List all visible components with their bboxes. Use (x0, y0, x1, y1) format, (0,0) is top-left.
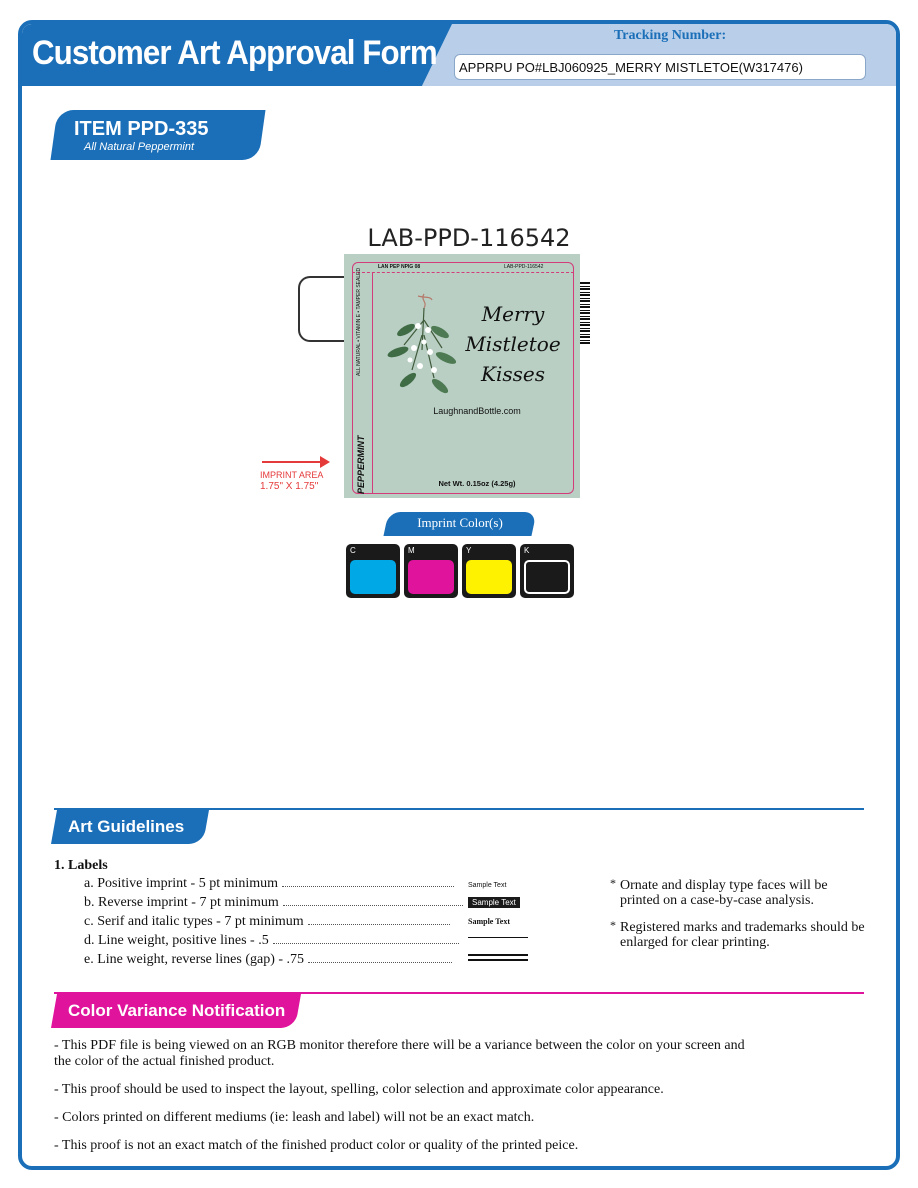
sample-reverse: Sample Text (468, 897, 520, 908)
label-website: LaughnandBottle.com (433, 406, 521, 416)
form-title: Customer Art Approval Form (32, 34, 437, 72)
rule-text: d. Line weight, positive lines - .5 (84, 933, 269, 948)
mistletoe-illustration (384, 290, 464, 400)
swatch-black (520, 544, 574, 598)
swatch-fill (408, 560, 454, 594)
swatch-fill (350, 560, 396, 594)
panel-divider (372, 272, 373, 494)
imprint-arrow (262, 461, 322, 463)
swatch-fill (466, 560, 512, 594)
label-flavor: PEPPERMINT (356, 435, 366, 494)
note-ornate-type (610, 878, 870, 908)
swatch-code: K (524, 546, 530, 555)
rule-text: c. Serif and italic types - 7 pt minimum (84, 914, 304, 929)
rule-reverse-imprint (84, 895, 463, 911)
item-subtitle: All Natural Peppermint (84, 141, 195, 153)
arrow-right-icon (320, 456, 330, 468)
art-guidelines-title: Art Guidelines (68, 817, 185, 836)
imprint-colors-label: Imprint Color(s) (417, 515, 503, 530)
greeting-line-2: Mistletoe (465, 332, 561, 356)
label-greeting (458, 299, 568, 389)
swatch-code: M (408, 546, 415, 555)
color-variance-title: Color Variance Notification (68, 1001, 286, 1020)
swatch-cyan (346, 544, 400, 598)
imprint-area-label: IMPRINT AREA (260, 470, 324, 480)
swatch-magenta (404, 544, 458, 598)
barcode (580, 282, 590, 344)
label-code-small: LAB-PPD-116542 (504, 264, 544, 270)
variance-item: - This proof should be used to inspect the layout, spelling, color selection and approximate color appearance. (54, 1082, 664, 1097)
swatch-code: Y (466, 546, 472, 555)
tracking-number-field: APPRPU PO#LBJ060925_MERRY MISTLETOE(W317476) (454, 54, 866, 80)
imprint-area-size: 1.75" X 1.75" (260, 481, 319, 492)
form-frame (18, 20, 900, 1170)
asterisk-icon: * (610, 876, 616, 890)
label-side-text: ALL NATURAL • VITAMIN E • TAMPER SEALED (356, 267, 362, 376)
note-text: Registered marks and trademarks should be enlarged for clear printing. (620, 920, 865, 950)
asterisk-icon: * (610, 918, 616, 932)
variance-item: - This proof is not an exact match of the finished product color or quality of the printed peice. (54, 1138, 579, 1153)
swatch-code: C (350, 546, 356, 555)
positive-line-sample (468, 937, 528, 938)
note-text: Ornate and display type faces will be printed on a case-by-case analysis. (620, 878, 828, 908)
label-net-weight: Net Wt. 0.15oz (4.25g) (438, 479, 516, 488)
fold-line (352, 272, 574, 273)
labels-heading: 1. Labels (54, 858, 108, 873)
reverse-line-sample-bottom (468, 959, 528, 961)
note-trademarks (610, 920, 870, 950)
rule-text: a. Positive imprint - 5 pt minimum (84, 876, 279, 891)
greeting-line-1: Merry (481, 302, 545, 326)
reverse-line-sample-top (468, 954, 528, 956)
sample-positive: Sample Text (468, 882, 507, 889)
rule-positive-lines (84, 933, 459, 949)
rule-text: e. Line weight, reverse lines (gap) - .75 (84, 952, 305, 967)
imprint-area-note (260, 470, 340, 492)
rule-serif-italic (84, 914, 450, 930)
greeting-line-3: Kisses (481, 362, 545, 386)
item-title: ITEM PPD-335 (74, 118, 209, 140)
sample-serif: Sample Text (468, 917, 511, 926)
rule-reverse-lines (84, 952, 452, 968)
lip-balm-cap-outline (298, 276, 348, 342)
label-lot-code: LAN PEP NPIG 08 (378, 264, 421, 270)
swatch-fill (524, 560, 570, 594)
rule-positive-imprint (84, 876, 454, 892)
swatch-yellow (462, 544, 516, 598)
variance-item: - This PDF file is being viewed on an RGB monitor therefore there will be a variance between the color on your screen and the color of the actual finished product. (54, 1038, 745, 1069)
artwork-code: LAB-PPD-116542 (367, 224, 571, 252)
tracking-label: Tracking Number: (614, 28, 727, 43)
rule-text: b. Reverse imprint - 7 pt minimum (84, 895, 279, 910)
variance-item: - Colors printed on different mediums (ie: leash and label) will not be an exact match. (54, 1110, 535, 1125)
